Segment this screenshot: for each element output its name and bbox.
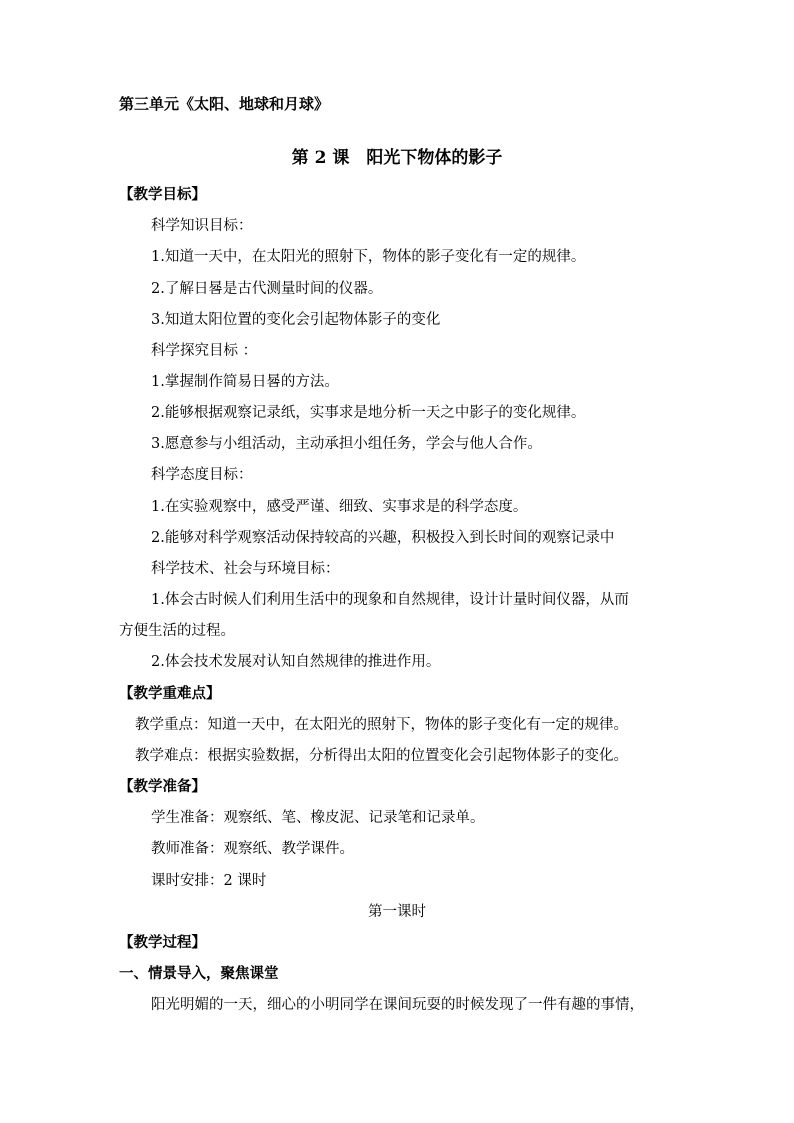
preparation-heading: 【教学准备】 — [119, 778, 206, 795]
objectives-heading: 【教学目标】 — [119, 186, 206, 203]
knowledge-item-1: 1.知道一天中，在太阳光的照射下，物体的影子变化有一定的规律。 — [151, 249, 586, 265]
inquiry-objectives-label: 科学探究目标 ： — [151, 343, 258, 359]
inquiry-item-1: 1.掌握制作简易日晷的方法。 — [151, 374, 339, 390]
sts-item-2: 2.体会技术发展对认知自然规律的推进作用。 — [151, 654, 441, 670]
sts-objectives-label: 科学技术、社会与环境目标： — [151, 561, 340, 577]
teacher-preparation: 教师准备：观察纸、教学课件。 — [151, 841, 354, 857]
student-preparation: 学生准备：观察纸、笔、橡皮泥、记录笔和记录单。 — [151, 810, 485, 826]
knowledge-item-2: 2.了解日晷是古代测量时间的仪器。 — [151, 281, 383, 297]
knowledge-objectives-label: 科学知识目标： — [151, 218, 253, 234]
knowledge-item-3: 3.知道太阳位置的变化会引起物体影子的变化 — [151, 312, 441, 328]
first-lesson-label: 第一课时 — [368, 904, 426, 920]
difficult-point: 教学难点：根据实验数据，分析得出太阳的位置变化会引起物体影子的变化。 — [135, 748, 628, 764]
process-heading: 【教学过程】 — [119, 934, 206, 951]
sts-item-1-line-2: 方便生活的过程。 — [119, 623, 235, 639]
unit-title: 第三单元《太阳、地球和月球》 — [119, 95, 330, 113]
attitude-item-2: 2.能够对科学观察活动保持较高的兴趣，积极投入到长时间的观察记录中 — [151, 530, 615, 546]
sts-item-1-line-1: 1.体会古时候人们利用生活中的现象和自然规律，设计计量时间仪器，从而 — [151, 592, 629, 608]
inquiry-item-2: 2.能够根据观察记录纸，实事求是地分析一天之中影子的变化规律。 — [151, 405, 586, 421]
attitude-objectives-label: 科学态度目标： — [151, 467, 253, 483]
key-point: 教学重点：知道一天中，在太阳光的照射下，物体的影子变化有一定的规律。 — [135, 717, 628, 733]
step-1-text: 阳光明媚的一天，细心的小明同学在课间玩耍的时候发现了一件有趣的事情， — [151, 997, 644, 1013]
keypoints-heading: 【教学重难点】 — [119, 685, 221, 702]
inquiry-item-3: 3.愿意参与小组活动，主动承担小组任务，学会与他人合作。 — [151, 436, 542, 452]
attitude-item-1: 1.在实验观察中，感受严谨、细致、实事求是的科学态度。 — [151, 499, 528, 515]
lesson-title: 第 2 课 阳光下物体的影子 — [291, 148, 503, 168]
schedule: 课时安排：2 课时 — [151, 873, 267, 889]
step-1-heading: 一、情景导入，聚焦课堂 — [119, 965, 279, 982]
